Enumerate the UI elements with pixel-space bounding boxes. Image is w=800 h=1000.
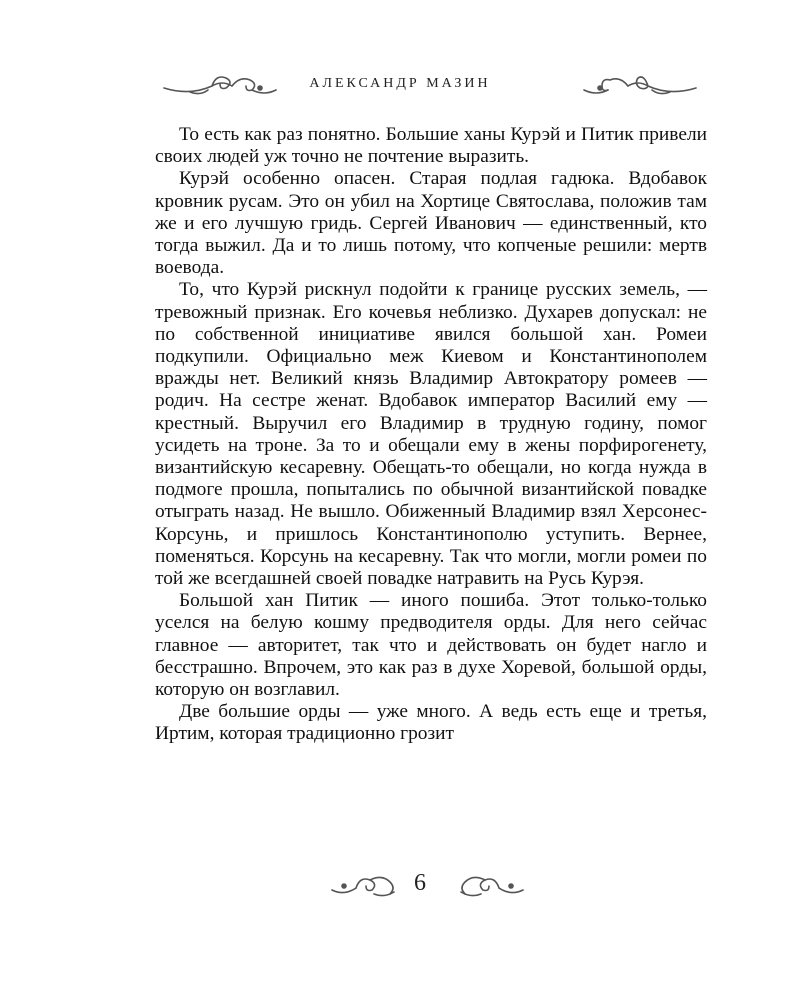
paragraph: То, что Курэй рискнул подойти к границе русских земель, — тревожный признак. Его кочевья неблизко. Духарев допускал: не по собственной инициативе явился большой хан. Ромеи подкупили. Официально меж Киевом и Константинополем вражды нет. Великий князь Владимир Автократору ромеев — родич. На сестре женат. Вдобавок император Василий ему — крестный. Выручил его Владимир в трудную годину, помог усидеть на троне. За то и обещали ему в жены порфирогенету, византийскую кесаревну. Обещать-то обещали, но когда нужда в подмоге прошла, попытались по обычной византийской повадке отыграть назад. Не вышло. Обиженный Владимир взял Херсонес-Корсунь, и пришлось Константинополю уступить. Вернее, поменяться. Корсунь на кесаревну. Так что могли, могли ромеи по той же всегдашней своей повадке натравить на Русь Курэя. [155,279,707,590]
paragraph: Курэй особенно опасен. Старая подлая гадюка. Вдобавок кровник русам. Это он убил на Хортице Святослава, положив там же и его лучшую гридь. Сергей Иванович — единственный, кто тогда выжил. Да и то лишь потому, что копченые решили: мертв воевода. [155,168,707,279]
running-title: АЛЕКСАНДР МАЗИН [309,76,491,91]
left-footer-ornament-icon [330,868,400,904]
page-number: 6 [414,870,426,896]
paragraph: Большой хан Питик — иного пошиба. Этот только-только уселся на белую кошму предводителя орды. Для него сейчас главное — авторитет, так что и действовать он будет нагло и бесстрашно. Впрочем, это как раз в духе Хоревой, большой орды, которую он возглавил. [155,590,707,701]
right-footer-ornament-icon [455,868,525,904]
main-text [155,124,707,746]
page-footer [0,868,800,908]
page-header [0,66,800,106]
paragraph: Две большие орды — уже много. А ведь есть еще и третья, Иртим, которая традиционно грозит [155,701,707,745]
paragraph: То есть как раз понятно. Большие ханы Курэй и Питик привели своих людей уж точно не почтение выразить. [155,124,707,168]
right-header-ornament-icon [580,66,700,106]
